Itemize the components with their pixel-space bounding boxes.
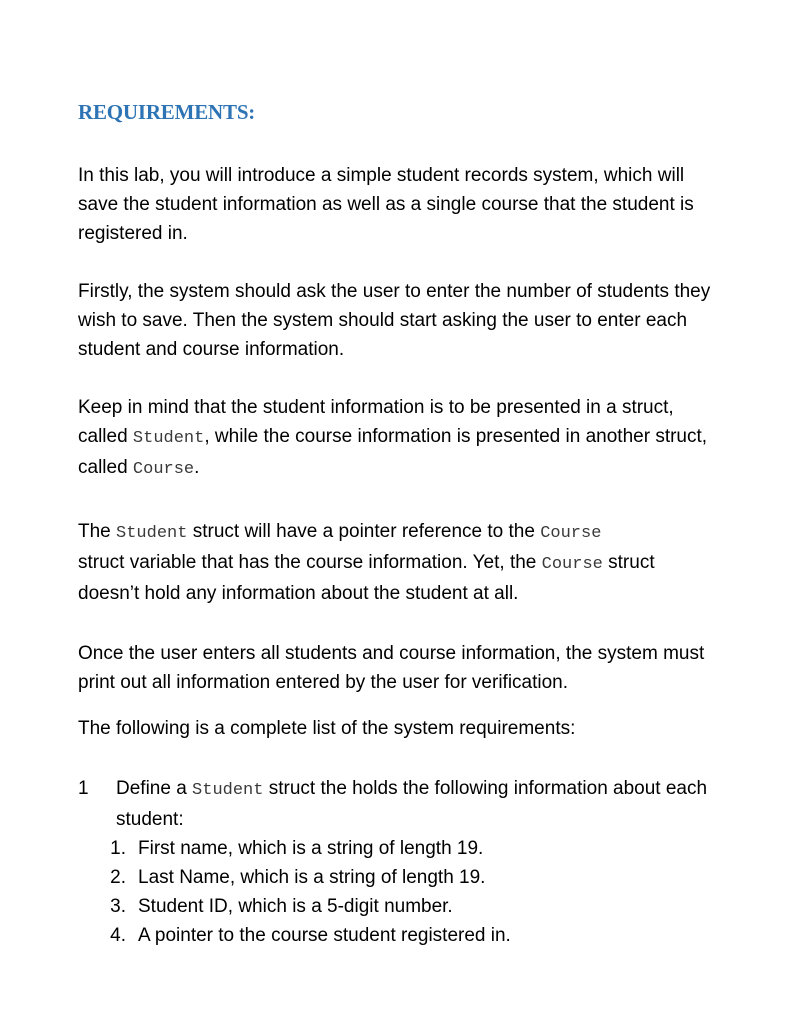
list-item [78, 863, 718, 892]
list-item-number: 2. [110, 867, 126, 888]
code-course: Course [132, 460, 195, 479]
list-item [78, 921, 718, 950]
list-item-number: 1. [110, 838, 126, 859]
document-page [78, 98, 718, 950]
paragraph-list-intro: The following is a complete list of the system requirements: [78, 718, 576, 739]
requirement-item [78, 774, 718, 834]
list-item [78, 892, 718, 921]
code-student: Student [192, 781, 264, 800]
paragraph-intro: In this lab, you will introduce a simple student records system, which will save the student information as well as a single course that the student is registered in. [78, 165, 694, 244]
text-segment: , while the course information is presented in another struct, called [78, 426, 708, 478]
requirement-body [116, 774, 718, 834]
paragraph-keep-in-mind [78, 393, 718, 484]
code-student: Student [116, 524, 188, 543]
list-item-text: Last Name, which is a string of length 19. [138, 867, 486, 888]
code-course: Course [541, 555, 603, 574]
text-segment: struct the holds the following information about each student: [116, 778, 708, 830]
text-segment: The [78, 521, 117, 542]
code-course: Course [540, 524, 602, 543]
requirement-number: 1 [78, 778, 89, 799]
paragraph-verification: Once the user enters all students and course information, the system must print out all information entered by the user for verification. [78, 643, 705, 693]
requirement-sublist [78, 834, 718, 950]
list-item-text: Student ID, which is a 5-digit number. [138, 896, 453, 917]
text-segment: Define a [116, 778, 193, 799]
list-item [78, 834, 718, 863]
text-segment: . [194, 457, 200, 478]
paragraph-firstly: Firstly, the system should ask the user to enter the number of students they wish to save. Then the system should start asking the user to enter each student and course information. [78, 281, 711, 360]
section-heading: REQUIREMENTS: [78, 100, 256, 124]
text-segment: struct variable that has the course information. Yet, the [78, 552, 542, 573]
list-item-number: 4. [110, 925, 126, 946]
text-segment: Keep in mind that the student information is to be presented in a struct, called [78, 397, 674, 447]
list-item-number: 3. [110, 896, 126, 917]
list-item-text: First name, which is a string of length 19. [138, 838, 484, 859]
paragraph-pointer-reference [78, 517, 718, 608]
code-student: Student [132, 429, 205, 448]
text-segment: struct doesn’t hold any information about the student at all. [78, 552, 655, 604]
text-segment: struct will have a pointer reference to the [187, 521, 541, 542]
list-item-text: A pointer to the course student registered in. [138, 925, 511, 946]
